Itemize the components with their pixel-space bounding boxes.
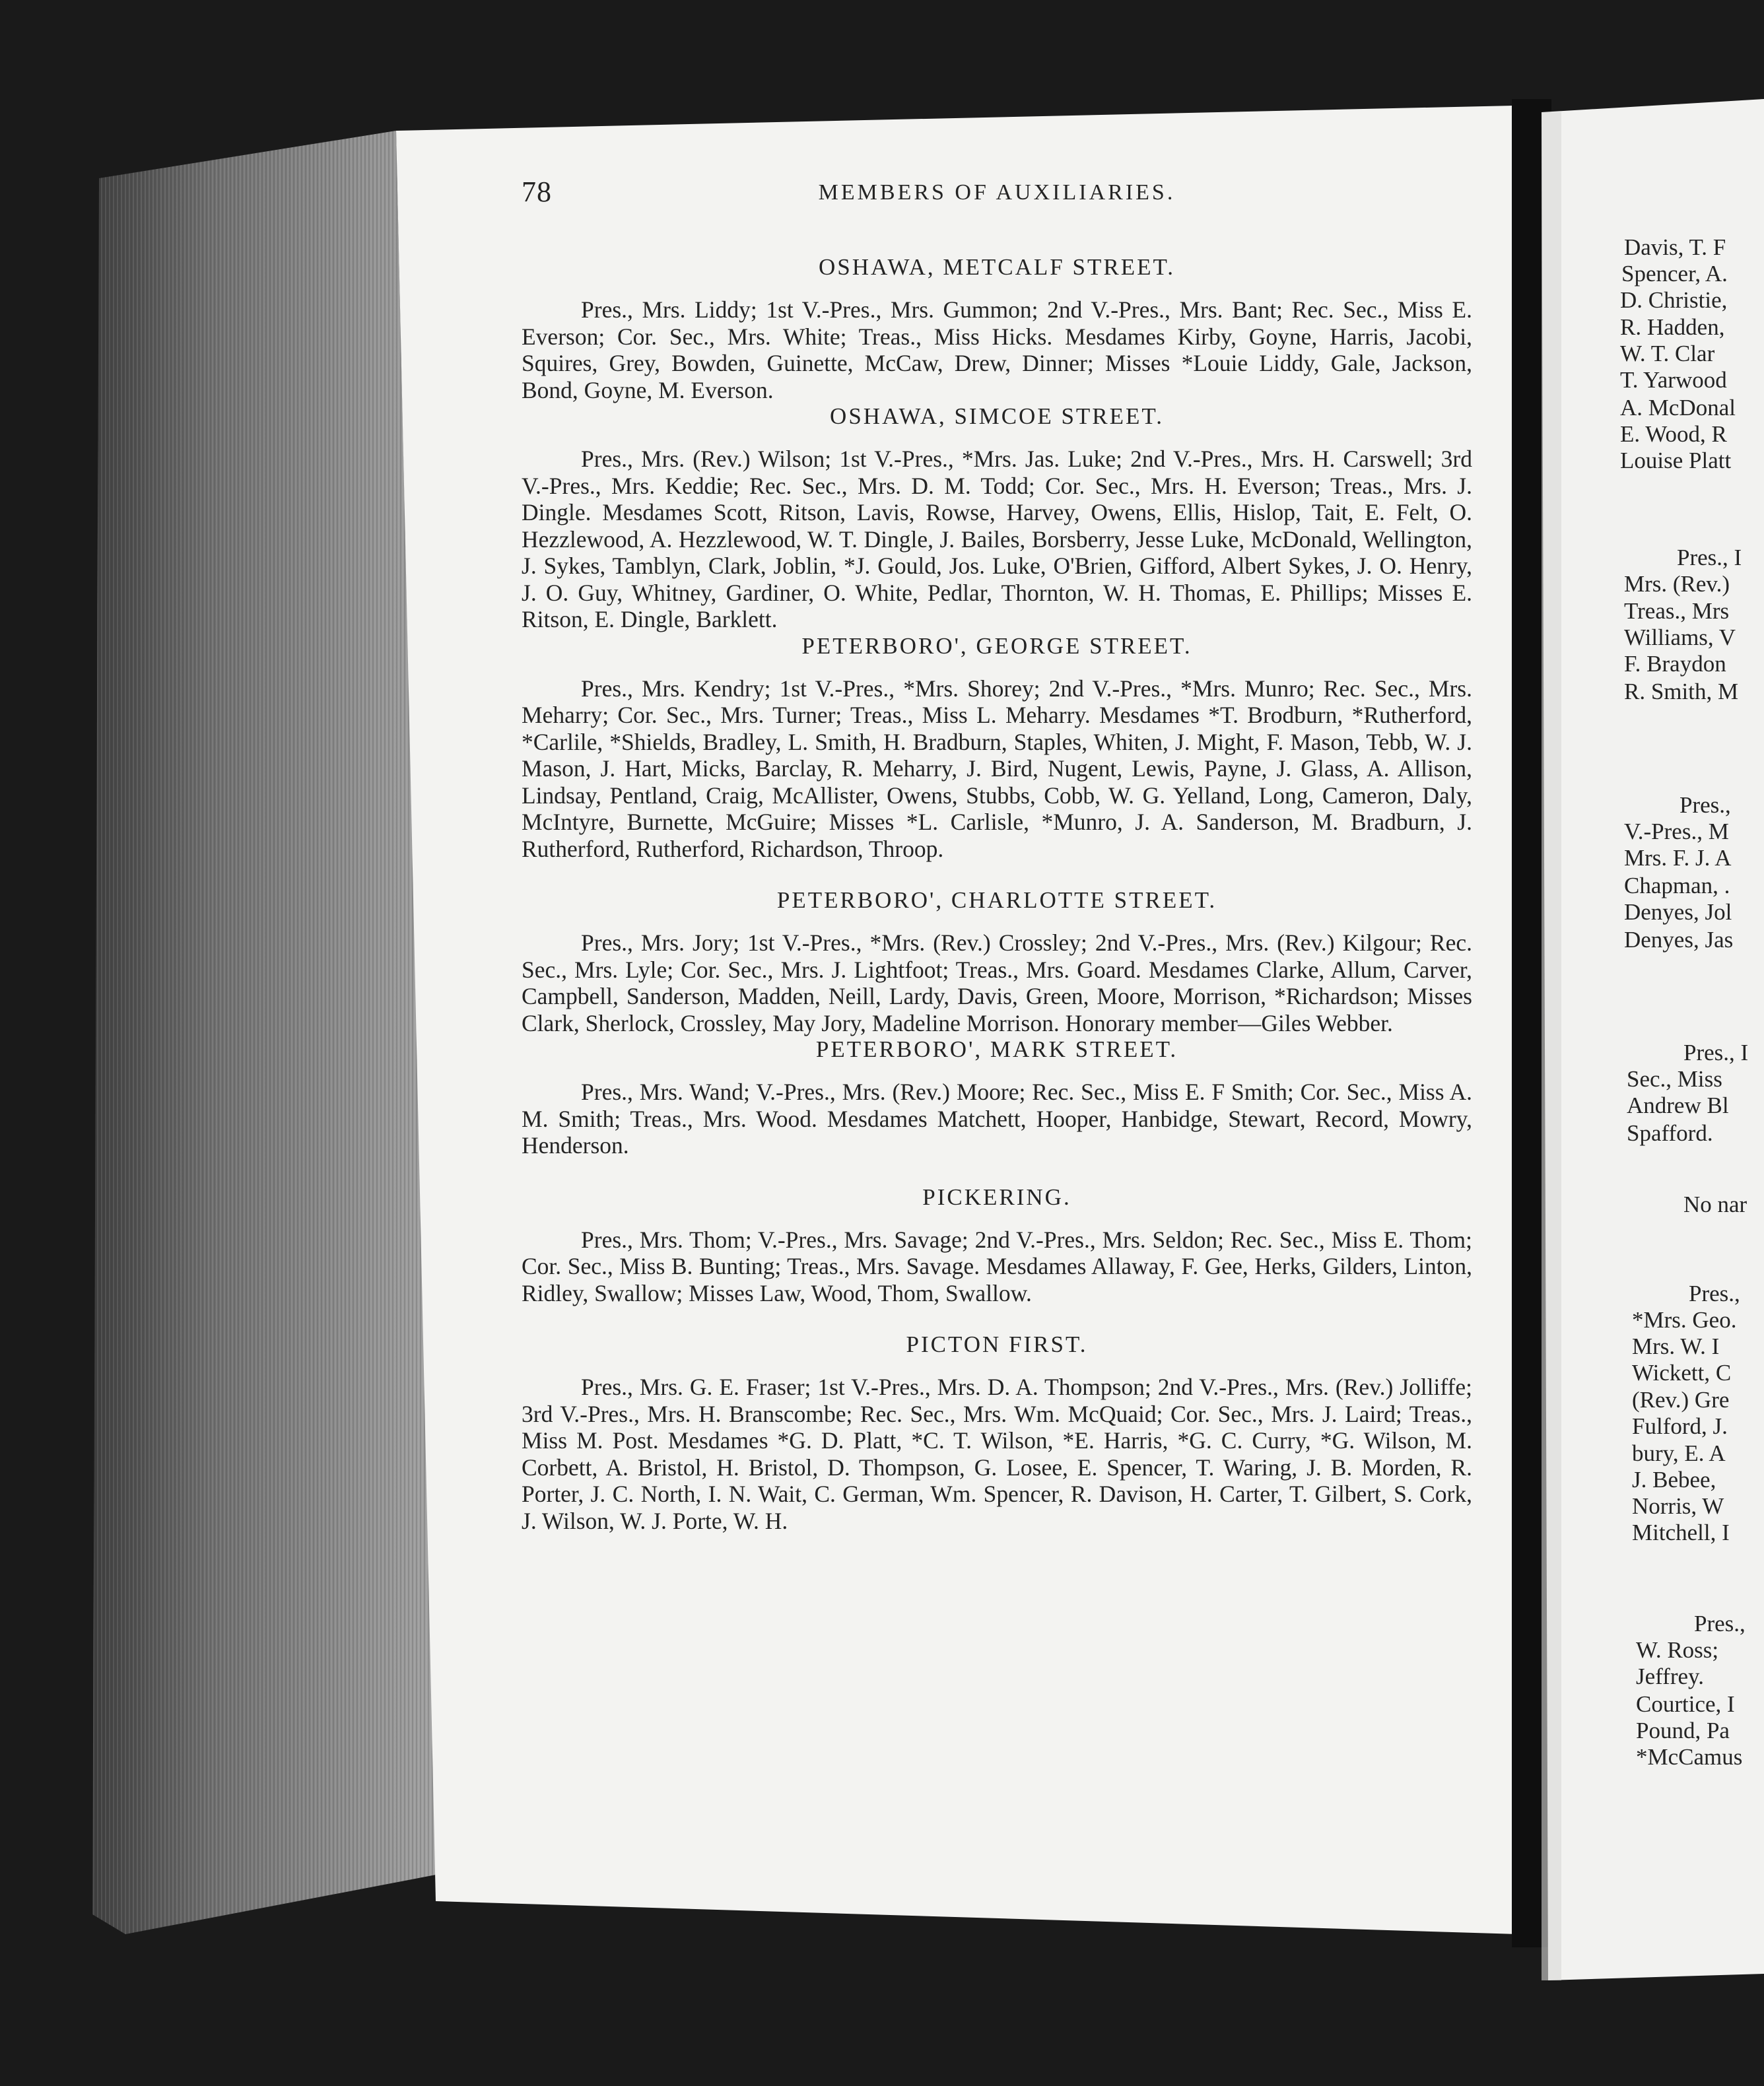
right-page-line: T. Yarwood [1620, 367, 1727, 393]
section-text: Pres., Mrs. (Rev.) Wilson; 1st V.-Pres., *Mrs. Jas. Luke; 2nd V.-Pres., Mrs. H. Carswell; 3rd V.-Pres., Mrs. Keddie; Rec. Sec., Mrs. D. M. Todd; Cor. Sec., Mrs. H. Everson; Treas., Mrs. J. Dingle. Mesdames Scott, Ritson, Lavis, Rowse, Harvey, Owens, Ellis, Hislop, Tait, E. Felt, O. Hezzlewood, A. Hezzlewood, W. T. Dingle, J. Bailes, Borsberry, Jesse Luke, McDonald, Wellington, J. Sykes, Tamblyn, Clark, Joblin, *J. Gould, Jos. Luke, O'Brien, Gifford, Albert Sykes, J. O. Henry, J. O. Guy, Whitney, Gardiner, O. White, Pedlar, Thornton, W. H. Thomas, E. Phillips; Misses E. Ritson, E. Dingle, Barklett. [522, 446, 1472, 632]
section-text: Pres., Mrs. G. E. Fraser; 1st V.-Pres., Mrs. D. A. Thompson; 2nd V.-Pres., Mrs. (Rev.) Jolliffe; 3rd V.-Pres., Mrs. H. Branscombe; Rec. Sec., Mrs. Wm. McQuaid; Cor. Sec., Mrs. J. Laird; Treas., Miss M. Post. Mesdames *G. D. Platt, *C. T. Wilson, *E. Harris, *G. C. Curry, *G. Wilson, M. Corbett, A. Bristol, H. Bristol, D. Thompson, G. Losee, E. Spencer, T. Waring, J. B. Morden, R. Porter, J. C. North, I. N. Wait, C. German, Wm. Spencer, R. Davison, H. Carter, T. Gilbert, S. Cork, J. Wilson, W. J. Porte, W. H. [522, 1374, 1472, 1534]
right-page-line: (Rev.) Gre [1632, 1387, 1730, 1413]
running-title: MEMBERS OF AUXILIARIES. [818, 180, 1176, 205]
right-page-line: *Mrs. Geo. [1632, 1307, 1737, 1333]
page-number: 78 [522, 176, 552, 208]
auxiliary-section [522, 254, 1472, 403]
right-page-line: A. McDonal [1620, 395, 1736, 421]
right-page-line: Louise Platt [1620, 448, 1732, 473]
section-text: Pres., Mrs. Thom; V.-Pres., Mrs. Savage; 2nd V.-Pres., Mrs. Seldon; Rec. Sec., Miss E. Thom; Cor. Sec., Miss B. Bunting; Treas., Mrs. Savage. Mesdames Allaway, F. Gee, Herks, Gilders, Linton, Ridley, Swallow; Misses Law, Wood, Thom, Swallow. [522, 1226, 1472, 1306]
auxiliary-section [522, 633, 1472, 863]
right-page-line: Mrs. F. J. A [1624, 845, 1732, 871]
right-page-line: Pres., I [1677, 545, 1742, 570]
auxiliary-section [522, 1331, 1472, 1534]
right-page-line: Pres., [1689, 1281, 1740, 1306]
right-page-line: J. Bebee, [1632, 1467, 1716, 1493]
right-page-line: Spafford. [1627, 1120, 1713, 1146]
section-heading: PICKERING. [922, 1184, 1071, 1210]
right-page-line: Treas., Mrs [1624, 598, 1730, 624]
right-page-line: No nar [1683, 1192, 1747, 1217]
left-page [522, 175, 1472, 1970]
right-page-line: D. Christie, [1620, 287, 1728, 313]
right-page-line: Norris, W [1632, 1493, 1724, 1519]
right-page-line: V.-Pres., M [1624, 819, 1729, 844]
right-page-line: Spencer, A. [1621, 261, 1728, 286]
right-page-line: Fulford, J. [1632, 1413, 1728, 1439]
section-text: Pres., Mrs. Wand; V.-Pres., Mrs. (Rev.) Moore; Rec. Sec., Miss E. F Smith; Cor. Sec., Miss A. M. Smith; Treas., Mrs. Wood. Mesdames Matchett, Hooper, Hanbidge, Stewart, Record, Mowry, Henderson. [522, 1079, 1472, 1159]
right-page-line: Denyes, Jol [1624, 899, 1732, 925]
right-page-line: Williams, V [1624, 624, 1736, 650]
right-page-line: Pound, Pa [1636, 1718, 1730, 1743]
right-page-line: Pres., I [1683, 1040, 1749, 1065]
auxiliary-section [522, 403, 1472, 633]
auxiliary-section [522, 1036, 1472, 1159]
right-page-line: Pres., [1679, 792, 1731, 818]
section-text: Pres., Mrs. Liddy; 1st V.-Pres., Mrs. Gummon; 2nd V.-Pres., Mrs. Bant; Rec. Sec., Miss E. Everson; Cor. Sec., Mrs. White; Treas., Miss Hicks. Mesdames Kirby, Goyne, Harris, Jacobi, Squires, Grey, Bowden, Guinette, McCaw, Drew, Dinner; Misses *Louie Liddy, Gale, Jackson, Bond, Goyne, M. Everson. [522, 296, 1472, 403]
right-page-line: Chapman, . [1624, 873, 1730, 898]
right-page-line: Wickett, C [1632, 1360, 1732, 1386]
right-page-line: Mitchell, I [1632, 1520, 1730, 1545]
right-page-line: Sec., Miss [1627, 1066, 1722, 1092]
section-heading: OSHAWA, METCALF STREET. [819, 254, 1175, 280]
right-page-line: Andrew Bl [1627, 1093, 1729, 1118]
section-heading: OSHAWA, SIMCOE STREET. [830, 403, 1164, 429]
right-page-line: Denyes, Jas [1624, 927, 1734, 953]
auxiliary-section [522, 1184, 1472, 1307]
running-head [522, 175, 1472, 234]
right-page-line: E. Wood, R [1620, 421, 1727, 447]
right-page-line: Davis, T. F [1624, 234, 1726, 260]
right-page-line: R. Smith, M [1624, 679, 1739, 704]
section-heading: PETERBORO', MARK STREET. [815, 1036, 1178, 1062]
right-page-line: Courtice, I [1636, 1691, 1735, 1717]
right-page-line: Mrs. W. I [1632, 1333, 1720, 1359]
auxiliary-section [522, 887, 1472, 1036]
right-page-line: Jeffrey. [1636, 1664, 1705, 1689]
right-page-line: F. Braydon [1624, 651, 1726, 677]
right-page-line: R. Hadden, [1620, 314, 1725, 340]
right-page-line: W. Ross; [1636, 1637, 1719, 1663]
section-text: Pres., Mrs. Kendry; 1st V.-Pres., *Mrs. Shorey; 2nd V.-Pres., *Mrs. Munro; Rec. Sec., Mrs. Meharry; Cor. Sec., Mrs. Turner; Treas., Miss L. Meharry. Mesdames *T. Brodburn, *Rutherford, *Carlile, *Shields, Bradley, L. Smith, H. Bradburn, Staples, Whiten, J. Might, F. Mason, Tebb, W. J. Mason, J. Hart, Micks, Barclay, R. Meharry, J. Bird, Nugent, Lewis, Payne, J. Glass, A. Allison, Lindsay, Pentland, Craig, McAllister, Owens, Stubbs, Cobb, W. G. Yelland, Long, Cameron, Daly, McIntyre, Burnette, McGuire; Misses *L. Carlisle, *Munro, J. A. Sanderson, M. Bradburn, J. Rutherford, Rutherford, Richardson, Throop. [522, 675, 1472, 862]
right-page-line: *McCamus [1636, 1744, 1743, 1770]
section-text: Pres., Mrs. Jory; 1st V.-Pres., *Mrs. (Rev.) Crossley; 2nd V.-Pres., Mrs. (Rev.) Kilgour; Rec. Sec., Mrs. Lyle; Cor. Sec., Mrs. J. Lightfoot; Treas., Mrs. Goard. Mesdames Clarke, Allum, Carver, Campbell, Sanderson, Madden, Neill, Lardy, Davis, Green, Moore, Morrison, *Richardson; Misses Clark, Sherlock, Crossley, May Jory, Madeline Morrison. Honorary member—Giles Webber. [522, 929, 1472, 1036]
section-heading: PICTON FIRST. [906, 1331, 1088, 1357]
right-page [1558, 0, 1764, 2086]
right-page-line: W. T. Clar [1620, 341, 1715, 366]
right-page-line: bury, E. A [1632, 1440, 1726, 1466]
right-page-line: Pres., [1694, 1611, 1746, 1636]
section-heading: PETERBORO', CHARLOTTE STREET. [776, 887, 1217, 913]
right-page-line: Mrs. (Rev.) [1624, 571, 1730, 597]
section-heading: PETERBORO', GEORGE STREET. [801, 632, 1192, 659]
